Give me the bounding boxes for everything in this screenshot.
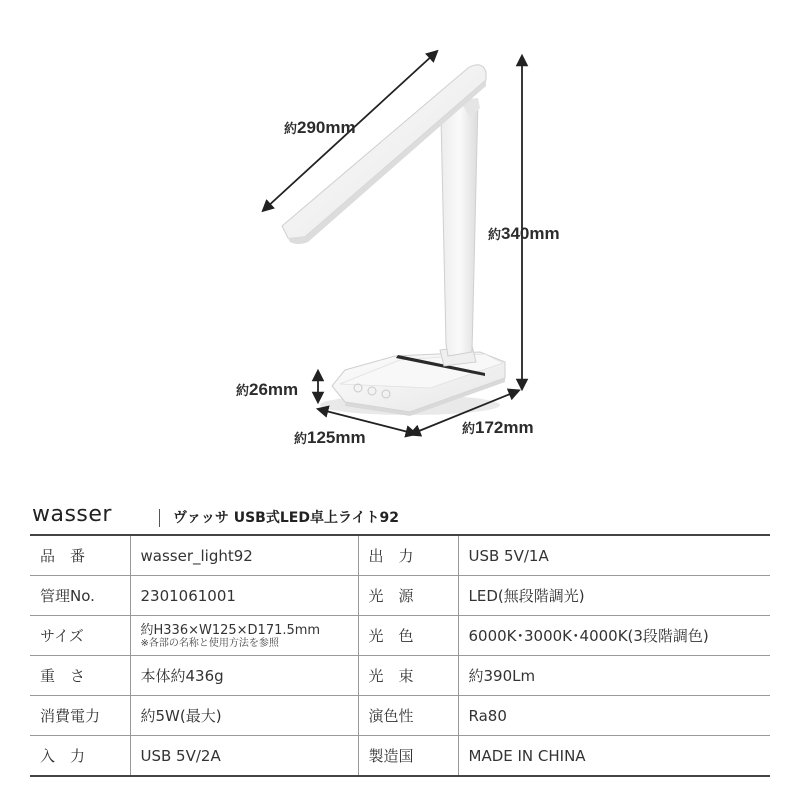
spec-value: LED(無段階調光) <box>458 576 770 616</box>
spec-value: 約5W(最大) <box>130 696 358 736</box>
length-label: 約290mm <box>284 118 356 137</box>
spec-value: USB 5V/2A <box>130 736 358 777</box>
spec-value: MADE IN CHINA <box>458 736 770 777</box>
height-label: 約340mm <box>488 224 560 243</box>
spec-label: 演色性 <box>358 696 458 736</box>
spec-label: 重 さ <box>30 656 130 696</box>
table-row <box>30 576 770 616</box>
spec-label: 出 力 <box>358 535 458 576</box>
spec-label: 管理No. <box>30 576 130 616</box>
spec-header <box>30 500 770 534</box>
table-row <box>30 656 770 696</box>
spec-value: 2301061001 <box>130 576 358 616</box>
size-value: 約H336×W125×D171.5mm <box>140 622 321 638</box>
base-height-label: 約26mm <box>236 380 299 399</box>
spec-value: 約390Lm <box>458 656 770 696</box>
spec-label: 光 色 <box>358 616 458 656</box>
table-row <box>30 736 770 777</box>
table-row <box>30 535 770 576</box>
spec-value: Ra80 <box>458 696 770 736</box>
spec-value: 6000K･3000K･4000K(3段階調色) <box>458 616 770 656</box>
spec-table <box>30 534 770 777</box>
spec-value: wasser_light92 <box>130 535 358 576</box>
spec-label: 消費電力 <box>30 696 130 736</box>
spec-label: 製造国 <box>358 736 458 777</box>
spec-value: 本体約436g <box>130 656 358 696</box>
header-divider <box>159 509 160 527</box>
spec-label: 入 力 <box>30 736 130 777</box>
size-note: ※各部の名称と使用方法を参照 <box>140 637 279 649</box>
product-name: ヴァッサ USB式LED卓上ライト92 <box>173 510 400 526</box>
spec-value: USB 5V/1A <box>458 535 770 576</box>
spec-label: 光 束 <box>358 656 458 696</box>
spec-label: 品 番 <box>30 535 130 576</box>
spec-label: 光 源 <box>358 576 458 616</box>
table-row <box>30 616 770 656</box>
width-label: 約125mm <box>294 428 366 447</box>
spec-label: サイズ <box>30 616 130 656</box>
table-row <box>30 696 770 736</box>
spec-value-size <box>130 616 358 656</box>
brand-name: wasser <box>32 502 112 527</box>
depth-label: 約172mm <box>462 418 534 437</box>
lamp-arm <box>441 98 480 356</box>
